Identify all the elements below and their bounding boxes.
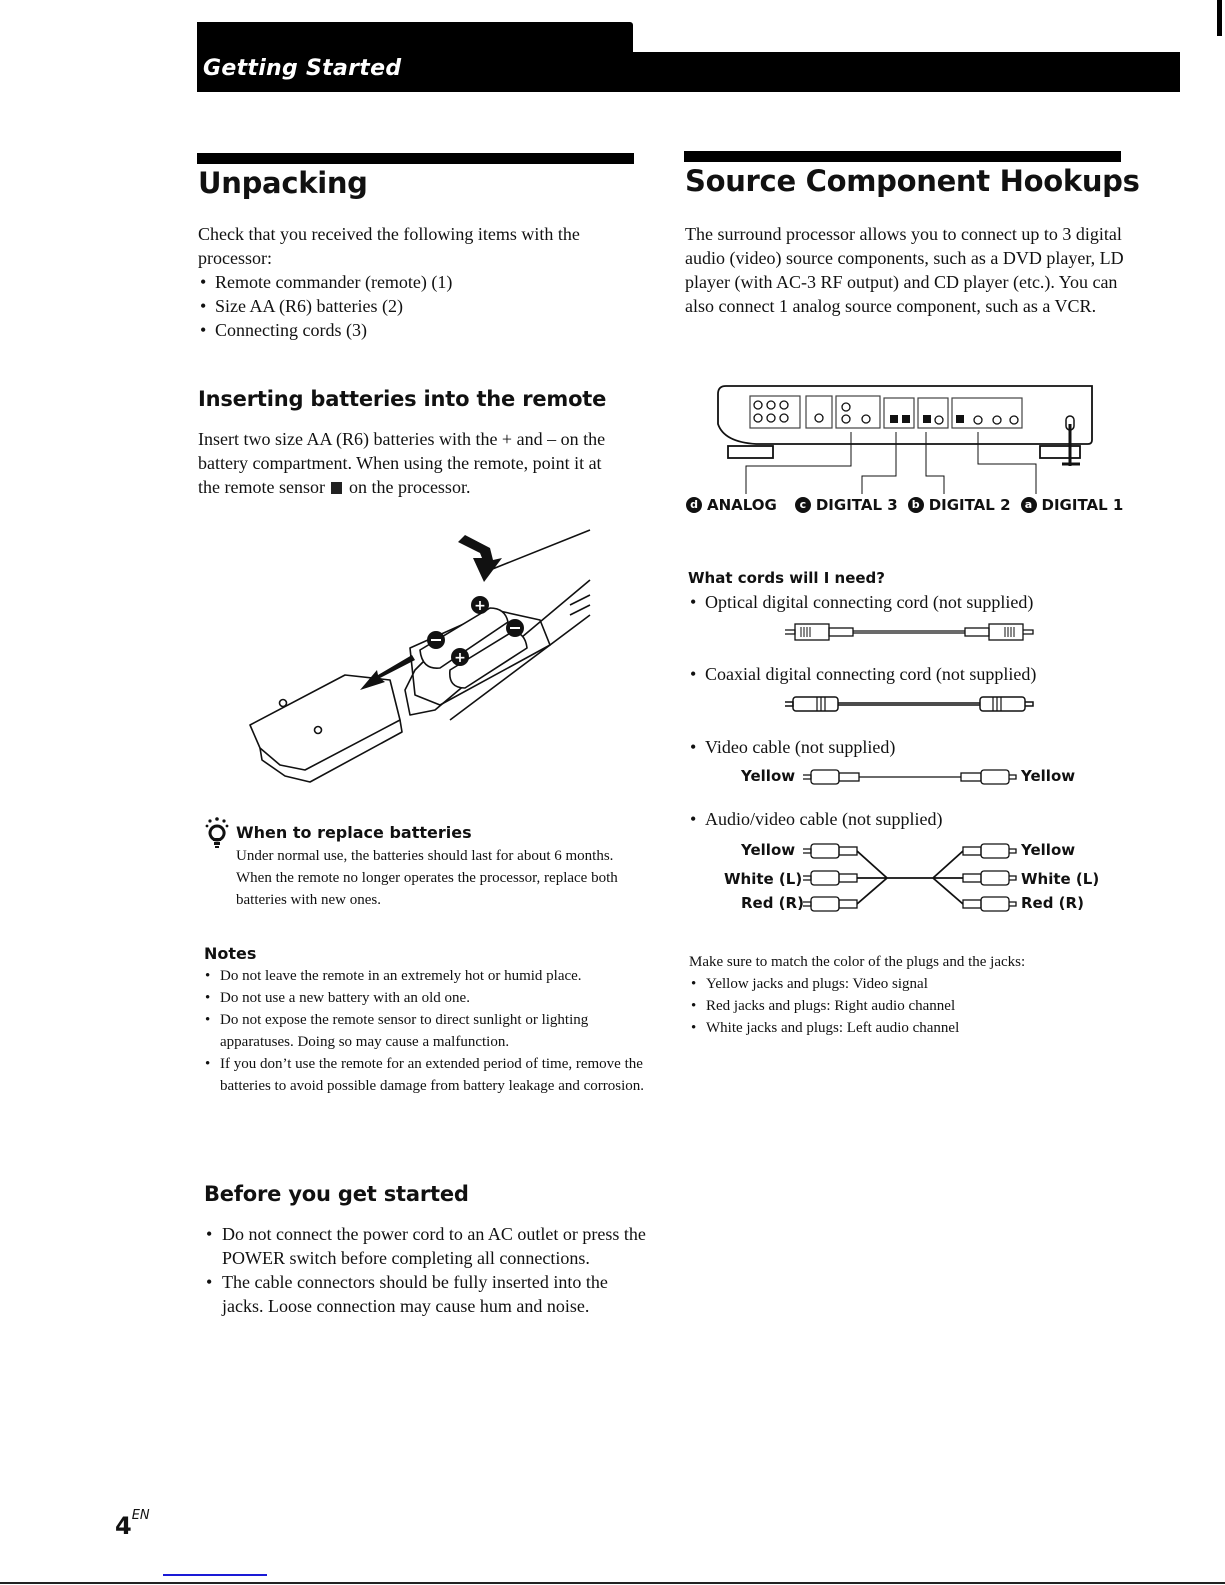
list-item: • Coaxial digital connecting cord (not supplied) [688,662,1118,686]
panel-label-digital1: a DIGITAL 1 [1021,496,1124,514]
cord-item-av [688,807,1118,831]
match-list [689,973,1119,1039]
tip-heading: When to replace batteries [236,823,472,842]
video-cable-illustration [803,768,1017,786]
leader-digital3 [862,432,896,494]
inserting-heading: Inserting batteries into the remote [198,387,607,411]
panel-labels [686,496,1123,514]
list-item: • Do not use a new battery with an old one. [203,987,648,1009]
svg-text:+: + [474,598,486,614]
page-edge-mark [1217,0,1222,36]
panel-label-analog: d ANALOG [686,496,777,514]
list-item: • Do not connect the power cord to an AC outlet or press the POWER switch before completing all connections. [204,1222,649,1270]
badge-a: a [1021,497,1037,513]
before-heading: Before you get started [204,1182,469,1206]
cord-item-optical [688,590,1118,614]
unpacking-intro: Check that you received the following items with the processor: [198,224,580,268]
list-item: • Connecting cords (3) [198,318,628,342]
hookups-intro: The surround processor allows you to connect up to 3 digital audio (video) source components, such as a DVD player, LD player (with AC-3 RF output) and CD player (etc.). You can also connect 1 analog source component, such as a VCR. [685,224,1124,316]
av-cable-wire [857,851,963,904]
battery-cover [250,675,400,770]
rear-panel-illustration [716,384,1096,474]
list-item: • White jacks and plugs: Left audio channel [689,1017,1119,1039]
unpacking-heading: Unpacking [198,166,368,200]
inserting-text-main: Insert two size AA (R6) batteries with the + and – on the battery compartment. When using the remote, point it at the remote sensor [198,429,606,497]
av-cable-illustration [803,842,1017,912]
list-item: • Remote commander (remote) (1) [198,270,628,294]
leader-digital2 [926,432,944,494]
list-item: • Size AA (R6) batteries (2) [198,294,628,318]
list-item: • Red jacks and plugs: Right audio channel [689,995,1119,1017]
lightbulb-tip-icon [204,816,230,850]
remote-sensor-icon [331,482,342,494]
av-cable-label-left-yellow: Yellow [741,841,796,859]
foot-right [1040,446,1080,458]
coaxial-cord-illustration [785,694,1035,714]
notes-list [203,965,648,1097]
badge-b: b [908,497,924,513]
leader-analog [746,432,851,494]
link-underline[interactable] [163,1574,267,1576]
list-item: • If you don’t use the remote for an extended period of time, remove the batteries to avoid possible damage from battery leakage and corrosion. [203,1053,648,1097]
match-text: Make sure to match the color of the plugs and the jacks: [689,954,1026,970]
av-cable-label-left-red: Red (R) [741,894,804,912]
unpacking-rule [197,153,634,164]
unpacking-list [198,270,628,342]
page-bottom-rule [0,1582,1225,1584]
badge-c: c [795,497,811,513]
av-cable-label-right-red: Red (R) [1021,894,1084,912]
page-number-suffix: EN [131,1508,150,1523]
remote-battery-insertion-illustration [240,520,600,800]
list-item: • Do not leave the remote in an extremely hot or humid place. [203,965,648,987]
list-item: • Video cable (not supplied) [688,735,1118,759]
panel-label-digital2: b DIGITAL 2 [908,496,1011,514]
inserting-text [198,427,628,499]
tip-text: Under normal use, the batteries should last for about 6 months. When the remote no longer operates the processor, replace both batteries with new ones. [236,848,618,908]
list-item: • Yellow jacks and plugs: Video signal [689,973,1119,995]
foot-left [728,446,773,458]
panel-label-digital3: c DIGITAL 3 [795,496,898,514]
cord-item-video [688,735,1118,759]
video-cable-label-left: Yellow [741,767,796,785]
insert-arrow [458,535,502,582]
right-plugs [963,844,1016,911]
badge-d: d [686,497,702,513]
av-cable-label-right-white: White (L) [1021,870,1100,888]
list-item: • Audio/video cable (not supplied) [688,807,1118,831]
hookups-heading: Source Component Hookups [685,164,1140,198]
list-item: • Optical digital connecting cord (not supplied) [688,590,1118,614]
cords-heading: What cords will I need? [688,569,885,587]
left-plugs [803,844,857,911]
notes-heading: Notes [204,944,257,963]
av-cable-label-right-yellow: Yellow [1021,841,1076,859]
video-cable-label-right: Yellow [1021,767,1076,785]
page-number: $4^{EN}$ [115,1508,150,1540]
av-cable-label-left-white: White (L) [724,870,803,888]
cord-item-coaxial [688,662,1118,686]
optical-cord-illustration [785,622,1035,642]
list-item: • Do not expose the remote sensor to direct sunlight or lighting apparatuses. Doing so may cause a malfunction. [203,1009,648,1053]
leader-digital1 [978,432,1036,494]
section-title: Getting Started [203,56,402,81]
before-list [204,1222,649,1318]
svg-text:+: + [454,650,466,666]
list-item: • The cable connectors should be fully inserted into the jacks. Loose connection may cause hum and noise. [204,1270,649,1318]
hookups-rule [684,151,1121,162]
inserting-text-tail: on the processor. [348,477,471,497]
